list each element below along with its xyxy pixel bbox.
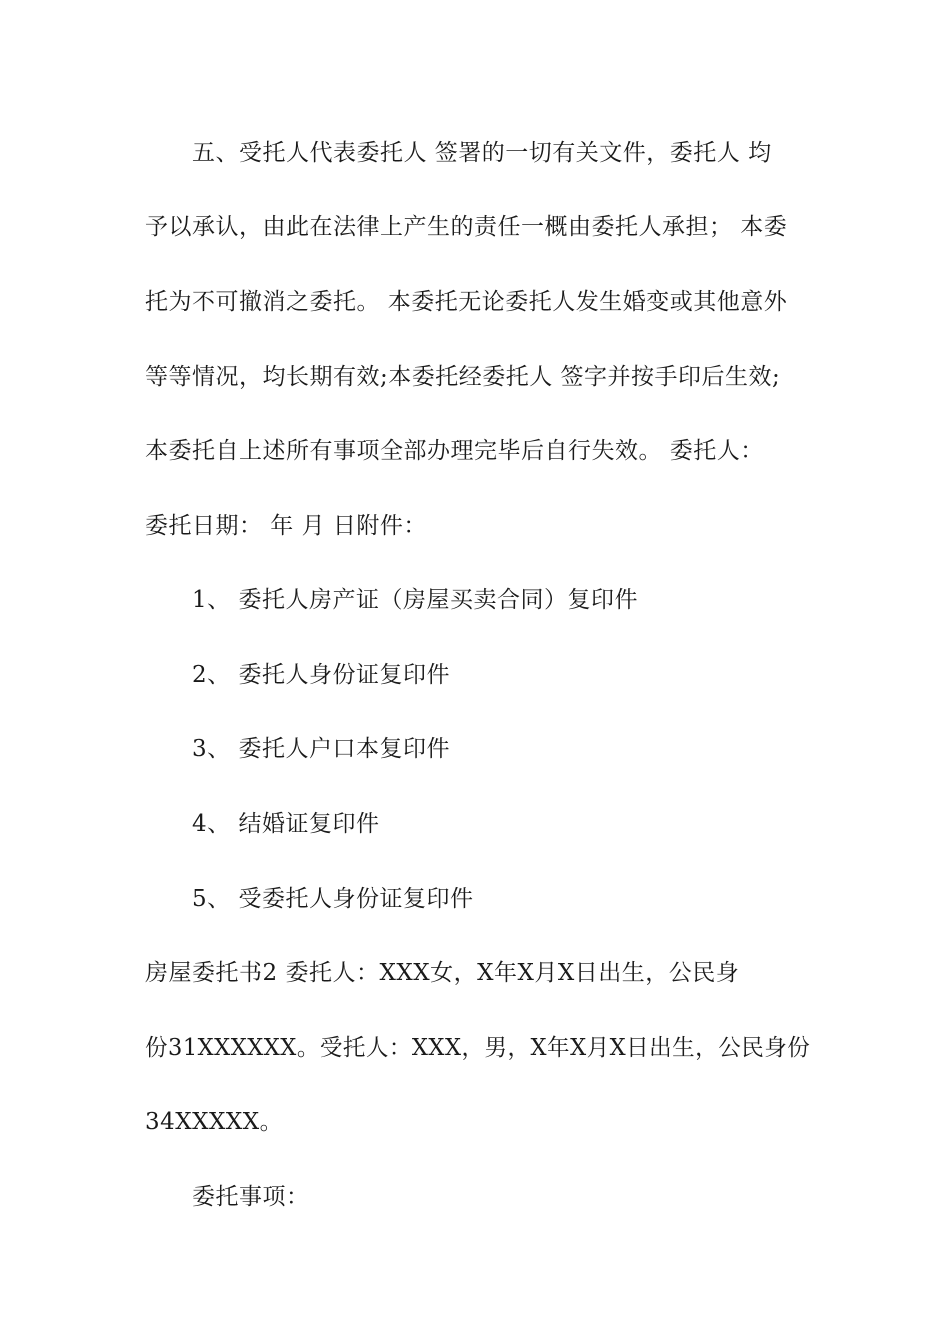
paragraph-line-5: 本委托自上述所有事项全部办理完毕后自行失效。 委托人：: [145, 438, 764, 464]
attachment-item-2: 2、 委托人身份证复印件: [192, 662, 450, 688]
entrusted-matters-heading: 委托事项：: [192, 1184, 310, 1210]
paragraph-line-2: 予以承认，由此在法律上产生的责任一概由委托人承担； 本委: [145, 214, 788, 240]
attachment-item-5: 5、 受委托人身份证复印件: [192, 886, 474, 912]
parties-line: 份31XXXXXX。受托人：XXX，男，X年X月X日出生，公民身份: [145, 1035, 811, 1061]
section-heading-line: 房屋委托书2 委托人：XXX女，X年X月X日出生，公民身: [145, 960, 740, 986]
parties-line-end: 34XXXXX。: [145, 1109, 284, 1135]
paragraph-line-4: 等等情况，均长期有效;本委托经委托人 签字并按手印后生效;: [145, 364, 781, 390]
attachment-item-1: 1、 委托人房产证（房屋买卖合同）复印件: [192, 587, 638, 613]
attachment-item-3: 3、 委托人户口本复印件: [192, 736, 450, 762]
paragraph-line-3: 托为不可撤消之委托。 本委托无论委托人发生婚变或其他意外: [145, 289, 788, 315]
paragraph-line-1: 五、受托人代表委托人 签署的一切有关文件，委托人 均: [192, 140, 772, 166]
attachment-item-4: 4、 结婚证复印件: [192, 811, 380, 837]
date-attachment-line: 委托日期： 年 月 日附件：: [145, 513, 427, 539]
